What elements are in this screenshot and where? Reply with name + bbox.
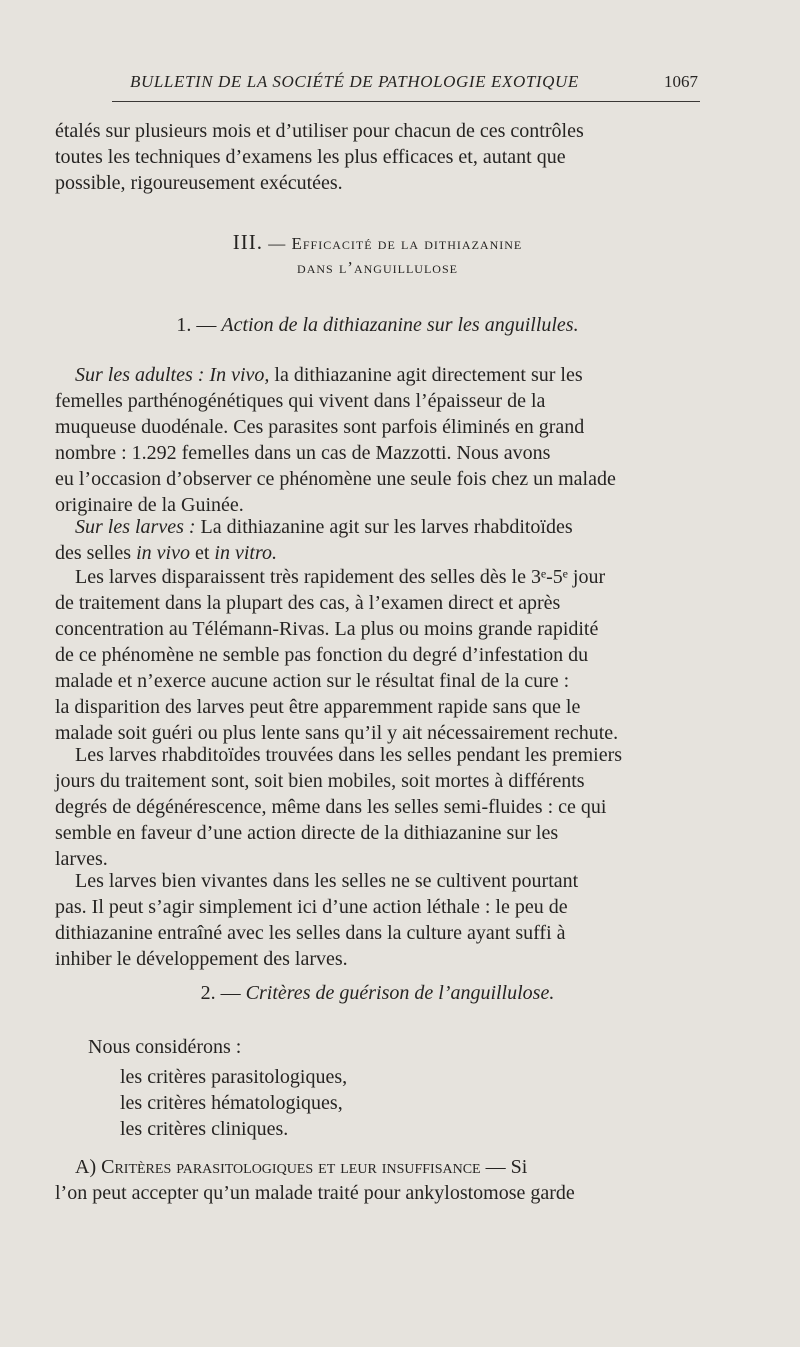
text-line: pas. Il peut s’agir simplement ici d’une action léthale : le peu de xyxy=(55,896,568,918)
text-line xyxy=(55,540,700,566)
section-a-label: A) xyxy=(75,1156,97,1178)
text-line: dithiazanine entraîné avec les selles dans la culture ayant suffi à xyxy=(55,922,566,944)
text-line: possible, rigoureusement exécutées. xyxy=(55,172,343,194)
text-line: inhiber le développement des larves. xyxy=(55,948,348,970)
section-numeral: III. xyxy=(232,230,263,254)
section-title-line1: Efficacité de la dithiazanine xyxy=(291,234,523,253)
text-line: semble en faveur d’une action directe de la dithiazanine sur les xyxy=(55,822,559,844)
subheading-1 xyxy=(55,314,700,337)
disparaissent-paragraph xyxy=(55,564,700,746)
text-line: jours du traitement sont, soit bien mobiles, soit mortes à différents xyxy=(55,770,585,792)
journal-title: BULLETIN DE LA SOCIÉTÉ DE PATHOLOGIE EXOTIQUE xyxy=(130,72,579,91)
section-title-line2: dans l’anguillulose xyxy=(297,258,458,277)
text-line: Les larves rhabditoïdes trouvées dans les selles pendant les premiers xyxy=(75,744,623,766)
list-item: les critères hématologiques, xyxy=(120,1092,343,1114)
subheading-number: 2. — xyxy=(200,982,241,1004)
larves-label: Sur les larves : xyxy=(75,516,196,538)
section-a-paragraph xyxy=(55,1154,700,1206)
section-heading-line2 xyxy=(55,258,700,278)
list-item: les critères cliniques. xyxy=(120,1118,289,1140)
text-run-italic: in vivo xyxy=(136,542,190,564)
text-run: et xyxy=(194,542,210,564)
vivantes-paragraph xyxy=(55,868,700,972)
text-run: des selles xyxy=(55,542,132,564)
text-line: Les larves bien vivantes dans les selles ne se cultivent pourtant xyxy=(75,870,579,892)
text-line: la disparition des larves peut être apparemment rapide sans que le xyxy=(55,696,581,718)
section-a-dash: — Si xyxy=(485,1156,528,1178)
running-header xyxy=(112,70,700,96)
rhabditoides-paragraph xyxy=(55,742,700,872)
text-line: degrés de dégénérescence, même dans les selles semi-fluides : ce qui xyxy=(55,796,607,818)
considerons-line: Nous considérons : xyxy=(88,1036,242,1058)
larves-paragraph xyxy=(55,514,700,566)
text-run-italic: in vitro. xyxy=(214,542,277,564)
text-line: de ce phénomène ne semble pas fonction du degré d’infestation du xyxy=(55,644,589,666)
section-a-title: Critères parasitologiques et leur insuffisance xyxy=(101,1156,481,1178)
subheading-2 xyxy=(55,982,700,1005)
text-line: de traitement dans la plupart des cas, à l’examen direct et après xyxy=(55,592,561,614)
text-line: originaire de la Guinée. xyxy=(55,494,244,516)
text-line xyxy=(55,1154,700,1180)
text-line xyxy=(55,362,700,388)
text-line: muqueuse duodénale. Ces parasites sont parfois éliminés en grand xyxy=(55,416,585,438)
list-item: les critères parasitologiques, xyxy=(120,1066,348,1088)
section-dash: — xyxy=(268,234,287,253)
text-line: eu l’occasion d’observer ce phénomène une seule fois chez un malade xyxy=(55,468,616,490)
text-line: toutes les techniques d’examens les plus efficaces et, autant que xyxy=(55,146,566,168)
text-line: nombre : 1.292 femelles dans un cas de Mazzotti. Nous avons xyxy=(55,442,551,464)
subheading-title: Action de la dithiazanine sur les anguillules. xyxy=(221,314,579,336)
subheading-title: Critères de guérison de l’anguillulose. xyxy=(245,982,555,1004)
page-number: 1067 xyxy=(664,72,698,91)
adultes-paragraph xyxy=(55,362,700,518)
text-line: malade soit guéri ou plus lente sans qu’il y ait nécessairement rechute. xyxy=(55,722,619,744)
text-line: malade et n’exerce aucune action sur le résultat final de la cure : xyxy=(55,670,570,692)
text-run: la dithiazanine agit directement sur les xyxy=(274,364,583,386)
text-line: femelles parthénogénétiques qui vivent dans l’épaisseur de la xyxy=(55,390,546,412)
adultes-label: Sur les adultes : In vivo, xyxy=(75,364,270,386)
text-line: l’on peut accepter qu’un malade traité pour ankylostomose garde xyxy=(55,1182,575,1204)
intro-paragraph xyxy=(55,118,700,196)
section-heading xyxy=(55,230,700,255)
text-run: La dithiazanine agit sur les larves rhabditoïdes xyxy=(200,516,573,538)
text-line: concentration au Télémann-Rivas. La plus ou moins grande rapidité xyxy=(55,618,599,640)
text-line: larves. xyxy=(55,848,108,870)
text-line: étalés sur plusieurs mois et d’utiliser pour chacun de ces contrôles xyxy=(55,120,584,142)
text-line: Les larves disparaissent très rapidement des selles dès le 3ᵉ-5ᵉ jour xyxy=(75,566,606,588)
header-rule xyxy=(112,101,700,102)
text-line xyxy=(55,514,700,540)
subheading-number: 1. — xyxy=(176,314,217,336)
criteria-list xyxy=(120,1064,347,1142)
